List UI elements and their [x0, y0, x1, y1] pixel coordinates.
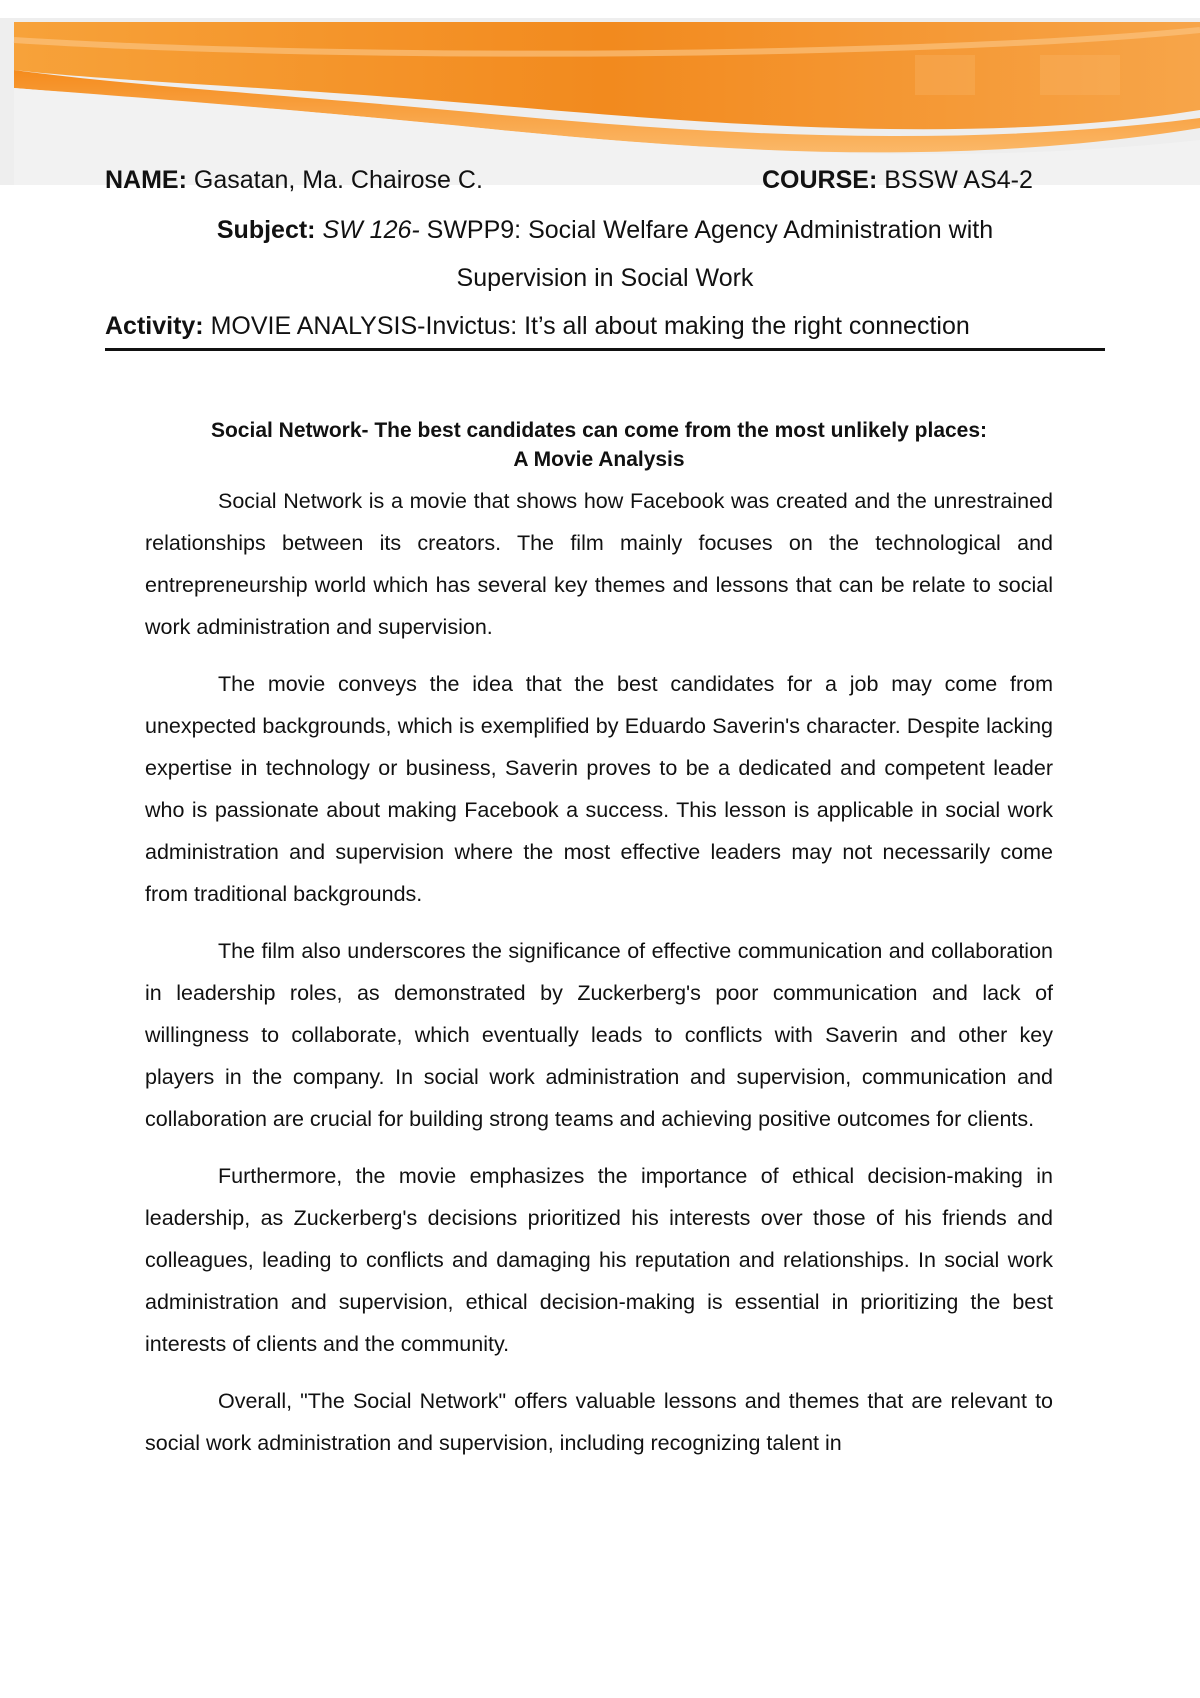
- paragraph: The film also underscores the significance of effective communication and collaboration in leadership roles, as demonstrated by Zuckerberg's poor communication and lack of willingness to collaborate, which eventually leads to conflicts with Saverin and other key players in the company. In social work administration and supervision, communication and collaboration are crucial for building strong teams and achieving positive outcomes for clients.: [145, 939, 1053, 1131]
- subject-title-line1: SWPP9: Social Welfare Agency Administration with: [419, 216, 994, 244]
- activity-value: MOVIE ANALYSIS-Invictus: It’s all about making the right connection: [203, 312, 970, 340]
- activity-label: Activity:: [105, 312, 204, 340]
- paragraph: The movie conveys the idea that the best candidates for a job may come from unexpected backgrounds, which is exemplified by Eduardo Saverin's character. Despite lacking expertise in technology or business, Saverin proves to be a dedicated and competent leader who is passionate about making Facebook a success. This lesson is applicable in social work administration and supervision where the most effective leaders may not necessarily come from traditional backgrounds.: [145, 672, 1053, 906]
- student-name: [105, 160, 483, 200]
- paragraph: Furthermore, the movie emphasizes the importance of ethical decision-making in leadership, as Zuckerberg's decisions prioritized his interests over those of his friends and colleagues, leading to conflicts and damaging his reputation and relationships. In social work administration and supervision, ethical decision-making is essential in prioritizing the best interests of clients and the community.: [145, 1164, 1053, 1356]
- course-value: BSSW AS4-2: [877, 166, 1033, 194]
- essay-title-line1: Social Network- The best candidates can come from the most unlikely places:: [210, 419, 988, 442]
- subject-code: SW 126-: [315, 216, 420, 244]
- name-course-row: [105, 160, 1105, 200]
- essay-body: [145, 416, 1053, 1479]
- subject-line: [105, 206, 1105, 302]
- essay-title-line2: A Movie Analysis: [513, 448, 685, 471]
- name-value: Gasatan, Ma. Chairose C.: [186, 166, 483, 194]
- activity-line: [105, 306, 1105, 351]
- subject-title-line2: Supervision in Social Work: [456, 264, 754, 292]
- document-header: [105, 160, 1105, 351]
- header-banner: [0, 0, 1200, 185]
- course: [762, 160, 1033, 200]
- essay-title: [145, 416, 1053, 474]
- paragraph: Social Network is a movie that shows how Facebook was created and the unrestrained relationships between its creators. The film mainly focuses on the technological and entrepreneurship world which has several key themes and lessons that can be relate to social work administration and supervision.: [145, 489, 1053, 639]
- course-label: COURSE:: [762, 166, 878, 194]
- paragraph: Overall, "The Social Network" offers valuable lessons and themes that are relevant to social work administration and supervision, including recognizing talent in: [145, 1389, 1053, 1455]
- subject-label: Subject:: [216, 216, 316, 244]
- name-label: NAME:: [105, 166, 187, 194]
